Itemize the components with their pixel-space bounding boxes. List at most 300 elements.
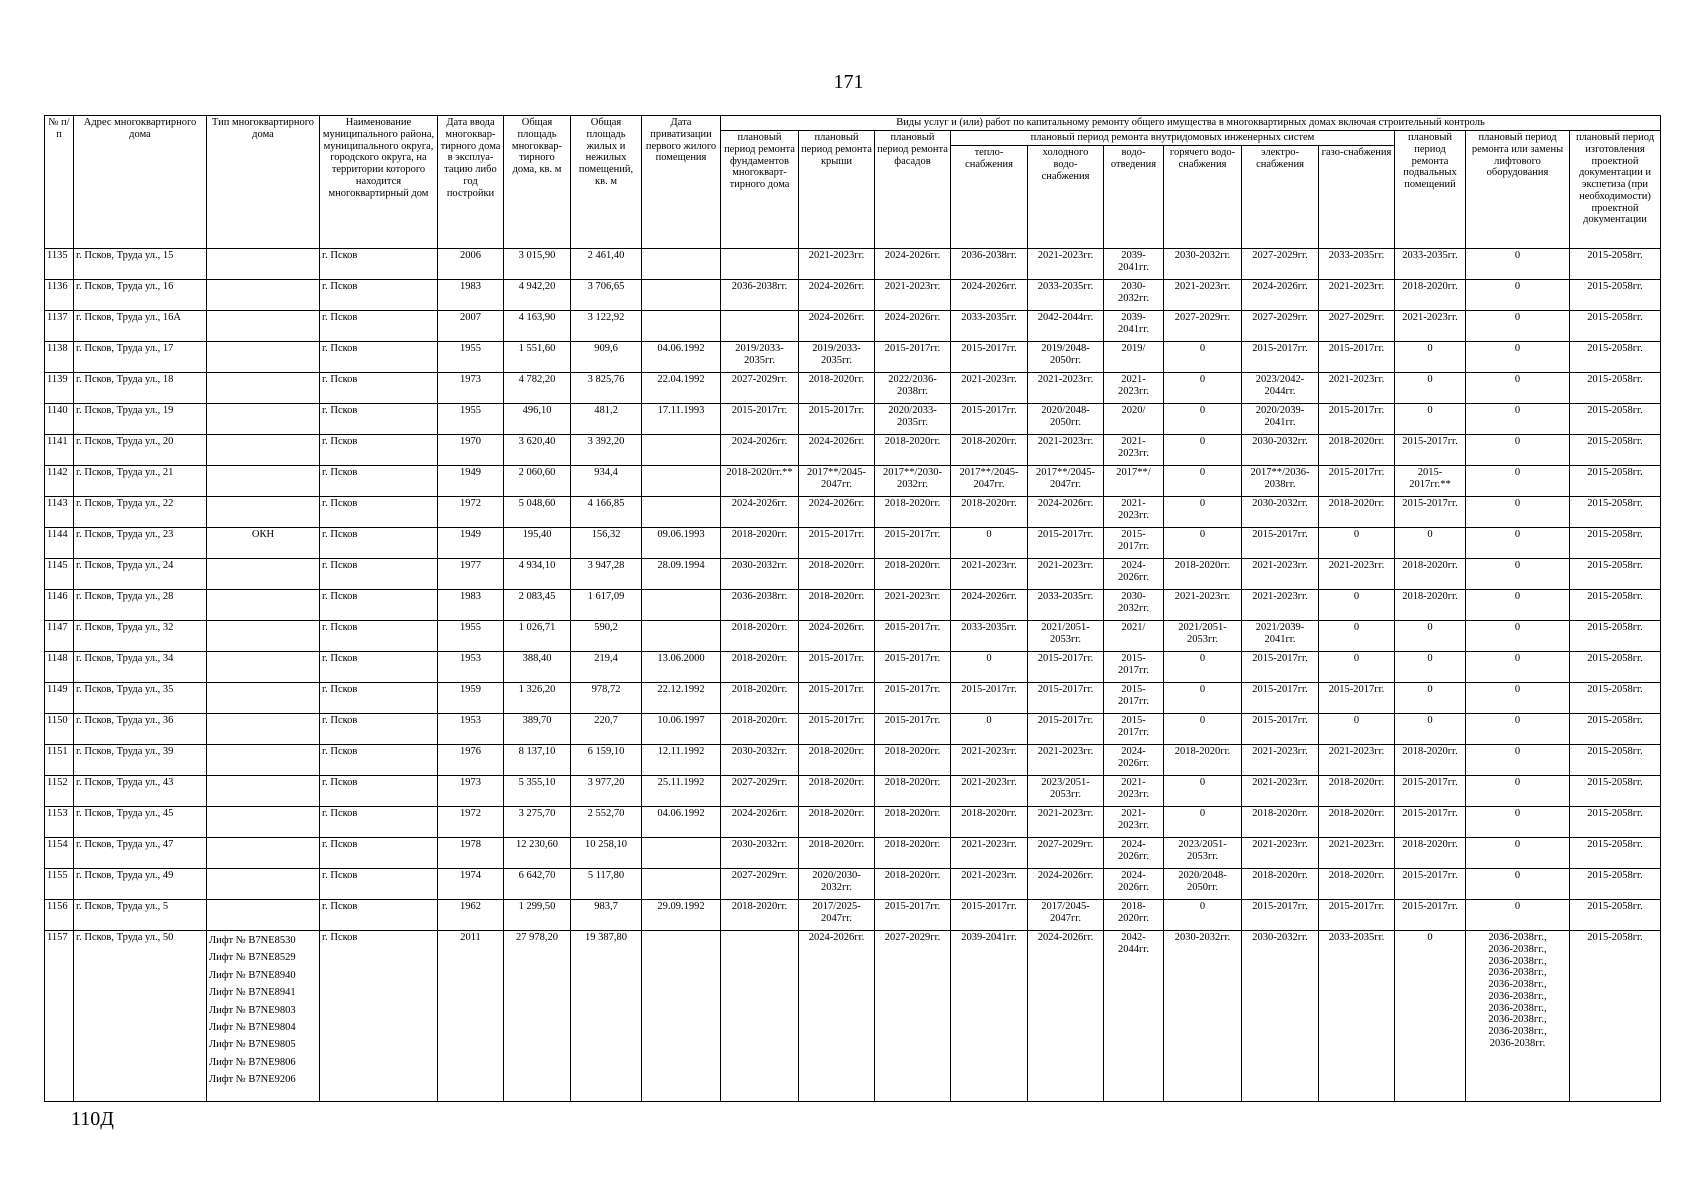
cell-foundation: 2018-2020гг. bbox=[721, 714, 799, 745]
header-total-area: Общая площадь многоквар-тирного дома, кв. м bbox=[504, 116, 571, 249]
row-premises-area: 19 387,80 bbox=[571, 931, 642, 1102]
cell-electric: 2017**/2036-2038гг. bbox=[1242, 466, 1319, 497]
cell-foundation: 2018-2020гг. bbox=[721, 621, 799, 652]
cell-heat: 0 bbox=[951, 714, 1028, 745]
cell-district: г. Псков bbox=[320, 869, 438, 900]
cell-gas: 2015-2017гг. bbox=[1319, 342, 1395, 373]
cell-electric: 2027-2029гг. bbox=[1242, 249, 1319, 280]
cell-total-area: 6 642,70 bbox=[504, 869, 571, 900]
cell-sewer: 2039-2041гг. bbox=[1104, 311, 1164, 342]
cell-gas: 0 bbox=[1319, 652, 1395, 683]
cell-district: г. Псков bbox=[320, 590, 438, 621]
cell-design: 2015-2058гг. bbox=[1570, 683, 1661, 714]
cell-privatization: 10.06.1997 bbox=[642, 714, 721, 745]
cell-hot-water: 2021-2023гг. bbox=[1164, 280, 1242, 311]
cell-address: г. Псков, Труда ул., 21 bbox=[74, 466, 207, 497]
cell-elevator: 0 bbox=[1466, 342, 1570, 373]
cell-address: г. Псков, Труда ул., 32 bbox=[74, 621, 207, 652]
cell-foundation: 2027-2029гг. bbox=[721, 373, 799, 404]
cell-sewer: 2015-2017гг. bbox=[1104, 714, 1164, 745]
cell-num: 1156 bbox=[45, 900, 74, 931]
cell-roof: 2024-2026гг. bbox=[799, 435, 875, 466]
header-premises-area: Общая площадь жилых и нежилых помещений, кв. м bbox=[571, 116, 642, 249]
cell-heat: 2021-2023гг. bbox=[951, 559, 1028, 590]
cell-elevator: 0 bbox=[1466, 807, 1570, 838]
cell-sewer: 2015-2017гг. bbox=[1104, 683, 1164, 714]
cell-elevator: 0 bbox=[1466, 714, 1570, 745]
cell-gas: 0 bbox=[1319, 621, 1395, 652]
cell-gas: 2015-2017гг. bbox=[1319, 466, 1395, 497]
cell-design: 2015-2058гг. bbox=[1570, 652, 1661, 683]
table-row bbox=[45, 249, 1661, 280]
cell-privatization: 25.11.1992 bbox=[642, 776, 721, 807]
cell-hot-water: 0 bbox=[1164, 497, 1242, 528]
cell-address: г. Псков, Труда ул., 22 bbox=[74, 497, 207, 528]
cell-year: 1949 bbox=[438, 528, 504, 559]
cell-num: 1135 bbox=[45, 249, 74, 280]
cell-sewer: 2030-2032гг. bbox=[1104, 280, 1164, 311]
cell-num: 1148 bbox=[45, 652, 74, 683]
header-district: Наименование муниципального района, муниципального округа, городского округа, на территории которого находится многоквартирный дом bbox=[320, 116, 438, 249]
cell-total-area: 195,40 bbox=[504, 528, 571, 559]
cell-elevator: 0 bbox=[1466, 652, 1570, 683]
cell-district: г. Псков bbox=[320, 342, 438, 373]
cell-premises-area: 2 552,70 bbox=[571, 807, 642, 838]
cell-hot-water: 2027-2029гг. bbox=[1164, 311, 1242, 342]
cell-design: 2015-2058гг. bbox=[1570, 745, 1661, 776]
cell-electric: 2027-2029гг. bbox=[1242, 311, 1319, 342]
cell-sewer: 2015-2017гг. bbox=[1104, 652, 1164, 683]
cell-elevator: 0 bbox=[1466, 776, 1570, 807]
cell-num: 1140 bbox=[45, 404, 74, 435]
cell-elevator: 0 bbox=[1466, 373, 1570, 404]
cell-premises-area: 4 166,85 bbox=[571, 497, 642, 528]
cell-electric: 2030-2032гг. bbox=[1242, 435, 1319, 466]
cell-district: г. Псков bbox=[320, 683, 438, 714]
cell-year: 1955 bbox=[438, 404, 504, 435]
cell-basement: 0 bbox=[1395, 342, 1466, 373]
table-row bbox=[45, 559, 1661, 590]
row-heat: 2039-2041гг. bbox=[951, 931, 1028, 1102]
cell-privatization: 28.09.1994 bbox=[642, 559, 721, 590]
header-basement: плановый период ремонта подвальных помещений bbox=[1395, 131, 1466, 249]
cell-heat: 2017**/2045-2047гг. bbox=[951, 466, 1028, 497]
cell-design: 2015-2058гг. bbox=[1570, 528, 1661, 559]
cell-total-area: 3 620,40 bbox=[504, 435, 571, 466]
cell-design: 2015-2058гг. bbox=[1570, 249, 1661, 280]
cell-year: 1973 bbox=[438, 776, 504, 807]
cell-electric: 2021-2023гг. bbox=[1242, 590, 1319, 621]
cell-total-area: 4 942,20 bbox=[504, 280, 571, 311]
capital-repair-table bbox=[44, 115, 1661, 1102]
cell-sewer: 2024-2026гг. bbox=[1104, 838, 1164, 869]
cell-gas: 2018-2020гг. bbox=[1319, 807, 1395, 838]
cell-cold-water: 2024-2026гг. bbox=[1028, 869, 1104, 900]
lift-item: Лифт № B7NE9804 bbox=[209, 1022, 296, 1034]
cell-hot-water: 0 bbox=[1164, 776, 1242, 807]
cell-facade: 2018-2020гг. bbox=[875, 807, 951, 838]
cell-gas: 2027-2029гг. bbox=[1319, 311, 1395, 342]
schedule-item: 2036-2038гг., bbox=[1488, 967, 1547, 979]
cell-foundation: 2019/2033-2035гг. bbox=[721, 342, 799, 373]
cell-heat: 2021-2023гг. bbox=[951, 745, 1028, 776]
cell-gas: 0 bbox=[1319, 528, 1395, 559]
header-services-group: Виды услуг и (или) работ по капитальному ремонту общего имущества в многоквартирных домах включая строительный контроль bbox=[721, 116, 1661, 131]
cell-address: г. Псков, Труда ул., 47 bbox=[74, 838, 207, 869]
cell-basement: 2018-2020гг. bbox=[1395, 280, 1466, 311]
cell-cold-water: 2021-2023гг. bbox=[1028, 559, 1104, 590]
cell-basement: 2015-2017гг. bbox=[1395, 497, 1466, 528]
row-facade: 2027-2029гг. bbox=[875, 931, 951, 1102]
cell-sewer: 2020/ bbox=[1104, 404, 1164, 435]
table-row bbox=[45, 869, 1661, 900]
cell-heat: 2015-2017гг. bbox=[951, 683, 1028, 714]
cell-electric: 2015-2017гг. bbox=[1242, 714, 1319, 745]
cell-cold-water: 2027-2029гг. bbox=[1028, 838, 1104, 869]
cell-premises-area: 220,7 bbox=[571, 714, 642, 745]
cell-roof: 2017/2025-2047гг. bbox=[799, 900, 875, 931]
cell-address: г. Псков, Труда ул., 39 bbox=[74, 745, 207, 776]
cell-electric: 2020/2039-2041гг. bbox=[1242, 404, 1319, 435]
cell-total-area: 8 137,10 bbox=[504, 745, 571, 776]
cell-roof: 2024-2026гг. bbox=[799, 497, 875, 528]
cell-roof: 2015-2017гг. bbox=[799, 714, 875, 745]
cell-heat: 2033-2035гг. bbox=[951, 621, 1028, 652]
cell-type bbox=[207, 776, 320, 807]
schedule-item: 2036-2038гг., bbox=[1488, 979, 1547, 990]
cell-roof: 2017**/2045-2047гг. bbox=[799, 466, 875, 497]
cell-foundation: 2030-2032гг. bbox=[721, 559, 799, 590]
cell-heat: 2036-2038гг. bbox=[951, 249, 1028, 280]
schedule-item: 2036-2038гг., bbox=[1488, 932, 1547, 943]
cell-gas: 2021-2023гг. bbox=[1319, 745, 1395, 776]
cell-privatization: 17.11.1993 bbox=[642, 404, 721, 435]
header-design-docs: плановый период изготовления проектной документации и экспетиза (при необходимости) проектной документации bbox=[1570, 131, 1661, 249]
cell-year: 1962 bbox=[438, 900, 504, 931]
cell-heat: 2018-2020гг. bbox=[951, 807, 1028, 838]
cell-foundation bbox=[721, 249, 799, 280]
cell-cold-water: 2021-2023гг. bbox=[1028, 745, 1104, 776]
cell-basement: 2015-2017гг. bbox=[1395, 869, 1466, 900]
cell-gas: 2021-2023гг. bbox=[1319, 373, 1395, 404]
cell-heat: 2021-2023гг. bbox=[951, 776, 1028, 807]
cell-district: г. Псков bbox=[320, 838, 438, 869]
cell-basement: 2015-2017гг. bbox=[1395, 900, 1466, 931]
cell-foundation: 2036-2038гг. bbox=[721, 590, 799, 621]
cell-privatization bbox=[642, 869, 721, 900]
cell-type bbox=[207, 249, 320, 280]
cell-electric: 2015-2017гг. bbox=[1242, 528, 1319, 559]
cell-type bbox=[207, 621, 320, 652]
cell-roof: 2015-2017гг. bbox=[799, 683, 875, 714]
cell-type bbox=[207, 559, 320, 590]
cell-num: 1138 bbox=[45, 342, 74, 373]
lift-item: Лифт № B7NE8530 bbox=[209, 935, 296, 946]
cell-hot-water: 0 bbox=[1164, 807, 1242, 838]
cell-privatization: 09.06.1993 bbox=[642, 528, 721, 559]
cell-privatization: 12.11.1992 bbox=[642, 745, 721, 776]
cell-heat: 2021-2023гг. bbox=[951, 373, 1028, 404]
cell-address: г. Псков, Труда ул., 45 bbox=[74, 807, 207, 838]
cell-type bbox=[207, 497, 320, 528]
cell-address: г. Псков, Труда ул., 35 bbox=[74, 683, 207, 714]
cell-design: 2015-2058гг. bbox=[1570, 807, 1661, 838]
cell-hot-water: 0 bbox=[1164, 900, 1242, 931]
cell-foundation: 2024-2026гг. bbox=[721, 807, 799, 838]
cell-basement: 2015-2017гг. bbox=[1395, 776, 1466, 807]
cell-facade: 2018-2020гг. bbox=[875, 745, 951, 776]
cell-facade: 2020/2033-2035гг. bbox=[875, 404, 951, 435]
schedule-item: 2036-2038гг., bbox=[1488, 1026, 1547, 1037]
cell-num: 1142 bbox=[45, 466, 74, 497]
cell-elevator: 0 bbox=[1466, 404, 1570, 435]
cell-cold-water: 2020/2048-2050гг. bbox=[1028, 404, 1104, 435]
row-foundation bbox=[721, 931, 799, 1102]
cell-electric: 2018-2020гг. bbox=[1242, 807, 1319, 838]
cell-district: г. Псков bbox=[320, 900, 438, 931]
cell-design: 2015-2058гг. bbox=[1570, 776, 1661, 807]
cell-district: г. Псков bbox=[320, 280, 438, 311]
schedule-item: 2036-2038гг., bbox=[1488, 943, 1547, 955]
cell-address: г. Псков, Труда ул., 16 bbox=[74, 280, 207, 311]
cell-year: 1955 bbox=[438, 342, 504, 373]
cell-roof: 2018-2020гг. bbox=[799, 745, 875, 776]
row-roof: 2024-2026гг. bbox=[799, 931, 875, 1102]
cell-year: 1959 bbox=[438, 683, 504, 714]
header-address: Адрес многоквартирного дома bbox=[74, 116, 207, 249]
cell-sewer: 2021-2023гг. bbox=[1104, 435, 1164, 466]
cell-district: г. Псков bbox=[320, 373, 438, 404]
cell-foundation: 2030-2032гг. bbox=[721, 745, 799, 776]
cell-basement: 0 bbox=[1395, 373, 1466, 404]
cell-hot-water: 2020/2048-2050гг. bbox=[1164, 869, 1242, 900]
cell-basement: 2018-2020гг. bbox=[1395, 838, 1466, 869]
row-electric: 2030-2032гг. bbox=[1242, 931, 1319, 1102]
header-foundation: плановый период ремонта фундаментов многокварт-тирного дома bbox=[721, 131, 799, 249]
cell-cold-water: 2015-2017гг. bbox=[1028, 683, 1104, 714]
header-facade: плановый период ремонта фасадов bbox=[875, 131, 951, 249]
cell-premises-area: 219,4 bbox=[571, 652, 642, 683]
cell-cold-water: 2015-2017гг. bbox=[1028, 528, 1104, 559]
cell-total-area: 5 355,10 bbox=[504, 776, 571, 807]
cell-district: г. Псков bbox=[320, 776, 438, 807]
cell-foundation: 2030-2032гг. bbox=[721, 838, 799, 869]
cell-privatization bbox=[642, 590, 721, 621]
cell-district: г. Псков bbox=[320, 497, 438, 528]
cell-num: 1137 bbox=[45, 311, 74, 342]
cell-hot-water: 0 bbox=[1164, 714, 1242, 745]
cell-total-area: 2 083,45 bbox=[504, 590, 571, 621]
header-electric: электро-снабжения bbox=[1242, 146, 1319, 249]
cell-type bbox=[207, 435, 320, 466]
cell-address: г. Псков, Труда ул., 36 bbox=[74, 714, 207, 745]
footer-code: 110Д bbox=[71, 1108, 114, 1130]
cell-year: 1953 bbox=[438, 652, 504, 683]
cell-num: 1149 bbox=[45, 683, 74, 714]
cell-facade: 2024-2026гг. bbox=[875, 249, 951, 280]
cell-num: 1143 bbox=[45, 497, 74, 528]
cell-type bbox=[207, 683, 320, 714]
cell-gas: 2021-2023гг. bbox=[1319, 280, 1395, 311]
cell-roof: 2015-2017гг. bbox=[799, 652, 875, 683]
cell-premises-area: 909,6 bbox=[571, 342, 642, 373]
cell-gas: 2033-2035гг. bbox=[1319, 249, 1395, 280]
cell-address: г. Псков, Труда ул., 43 bbox=[74, 776, 207, 807]
cell-address: г. Псков, Труда ул., 34 bbox=[74, 652, 207, 683]
cell-premises-area: 5 117,80 bbox=[571, 869, 642, 900]
cell-cold-water: 2021-2023гг. bbox=[1028, 435, 1104, 466]
cell-basement: 2018-2020гг. bbox=[1395, 559, 1466, 590]
cell-hot-water: 2018-2020гг. bbox=[1164, 745, 1242, 776]
lift-item: Лифт № B7NE9805 bbox=[209, 1039, 296, 1051]
cell-cold-water: 2021-2023гг. bbox=[1028, 807, 1104, 838]
elevator-schedule bbox=[1466, 931, 1570, 1102]
cell-hot-water: 0 bbox=[1164, 342, 1242, 373]
cell-gas: 2021-2023гг. bbox=[1319, 559, 1395, 590]
cell-type: ОКН bbox=[207, 528, 320, 559]
row-cold-water: 2024-2026гг. bbox=[1028, 931, 1104, 1102]
cell-cold-water: 2017**/2045-2047гг. bbox=[1028, 466, 1104, 497]
cell-premises-area: 481,2 bbox=[571, 404, 642, 435]
cell-type bbox=[207, 373, 320, 404]
cell-premises-area: 3 825,76 bbox=[571, 373, 642, 404]
cell-hot-water: 0 bbox=[1164, 466, 1242, 497]
cell-year: 2007 bbox=[438, 311, 504, 342]
cell-design: 2015-2058гг. bbox=[1570, 497, 1661, 528]
cell-cold-water: 2033-2035гг. bbox=[1028, 590, 1104, 621]
cell-foundation: 2036-2038гг. bbox=[721, 280, 799, 311]
table-row bbox=[45, 745, 1661, 776]
cell-design: 2015-2058гг. bbox=[1570, 559, 1661, 590]
cell-elevator: 0 bbox=[1466, 621, 1570, 652]
cell-type bbox=[207, 807, 320, 838]
cell-hot-water: 2021/2051-2053гг. bbox=[1164, 621, 1242, 652]
cell-premises-area: 3 947,28 bbox=[571, 559, 642, 590]
cell-premises-area: 3 392,20 bbox=[571, 435, 642, 466]
cell-cold-water: 2042-2044гг. bbox=[1028, 311, 1104, 342]
header-num: № п/п bbox=[45, 116, 74, 249]
cell-premises-area: 1 617,09 bbox=[571, 590, 642, 621]
cell-gas: 2018-2020гг. bbox=[1319, 869, 1395, 900]
cell-total-area: 388,40 bbox=[504, 652, 571, 683]
cell-sewer: 2019/ bbox=[1104, 342, 1164, 373]
cell-basement: 2015-2017гг. bbox=[1395, 807, 1466, 838]
cell-premises-area: 983,7 bbox=[571, 900, 642, 931]
cell-type bbox=[207, 838, 320, 869]
lift-item: Лифт № B7NE8940 bbox=[209, 969, 296, 981]
cell-premises-area: 2 461,40 bbox=[571, 249, 642, 280]
cell-elevator: 0 bbox=[1466, 466, 1570, 497]
header-privatization: Дата приватизации первого жилого помещения bbox=[642, 116, 721, 249]
header-heat: тепло-снабжения bbox=[951, 146, 1028, 249]
row-basement: 0 bbox=[1395, 931, 1466, 1102]
page-number: 171 bbox=[833, 71, 864, 93]
cell-privatization bbox=[642, 280, 721, 311]
cell-basement: 2018-2020гг. bbox=[1395, 745, 1466, 776]
cell-cold-water: 2015-2017гг. bbox=[1028, 652, 1104, 683]
cell-num: 1150 bbox=[45, 714, 74, 745]
cell-num: 1152 bbox=[45, 776, 74, 807]
cell-heat: 2018-2020гг. bbox=[951, 497, 1028, 528]
cell-roof: 2015-2017гг. bbox=[799, 404, 875, 435]
cell-year: 1983 bbox=[438, 280, 504, 311]
cell-sewer: 2021-2023гг. bbox=[1104, 807, 1164, 838]
cell-total-area: 1 026,71 bbox=[504, 621, 571, 652]
cell-roof: 2024-2026гг. bbox=[799, 621, 875, 652]
cell-basement: 0 bbox=[1395, 652, 1466, 683]
cell-foundation: 2018-2020гг. bbox=[721, 683, 799, 714]
cell-address: г. Псков, Труда ул., 49 bbox=[74, 869, 207, 900]
cell-type bbox=[207, 652, 320, 683]
cell-facade: 2015-2017гг. bbox=[875, 900, 951, 931]
cell-heat: 0 bbox=[951, 528, 1028, 559]
cell-district: г. Псков bbox=[320, 466, 438, 497]
cell-district: г. Псков bbox=[320, 311, 438, 342]
cell-type bbox=[207, 311, 320, 342]
cell-hot-water: 0 bbox=[1164, 404, 1242, 435]
cell-gas: 2015-2017гг. bbox=[1319, 404, 1395, 435]
cell-type bbox=[207, 714, 320, 745]
cell-year: 1977 bbox=[438, 559, 504, 590]
cell-cold-water: 2021-2023гг. bbox=[1028, 373, 1104, 404]
cell-total-area: 389,70 bbox=[504, 714, 571, 745]
cell-design: 2015-2058гг. bbox=[1570, 342, 1661, 373]
row-design: 2015-2058гг. bbox=[1570, 931, 1661, 1102]
table-row bbox=[45, 900, 1661, 931]
cell-facade: 2018-2020гг. bbox=[875, 559, 951, 590]
lift-list bbox=[207, 931, 320, 1102]
cell-roof: 2024-2026гг. bbox=[799, 280, 875, 311]
header-gas: газо-снабжения bbox=[1319, 146, 1395, 249]
cell-total-area: 12 230,60 bbox=[504, 838, 571, 869]
cell-heat: 2033-2035гг. bbox=[951, 311, 1028, 342]
cell-premises-area: 3 122,92 bbox=[571, 311, 642, 342]
cell-year: 1972 bbox=[438, 807, 504, 838]
cell-type bbox=[207, 869, 320, 900]
cell-year: 1973 bbox=[438, 373, 504, 404]
row-year: 2011 bbox=[438, 931, 504, 1102]
cell-basement: 0 bbox=[1395, 683, 1466, 714]
table-row bbox=[45, 280, 1661, 311]
cell-foundation bbox=[721, 311, 799, 342]
cell-privatization: 22.04.1992 bbox=[642, 373, 721, 404]
cell-type bbox=[207, 590, 320, 621]
cell-electric: 2021-2023гг. bbox=[1242, 776, 1319, 807]
cell-heat: 2021-2023гг. bbox=[951, 838, 1028, 869]
cell-elevator: 0 bbox=[1466, 435, 1570, 466]
cell-premises-area: 3 706,65 bbox=[571, 280, 642, 311]
cell-foundation: 2024-2026гг. bbox=[721, 497, 799, 528]
cell-total-area: 1 299,50 bbox=[504, 900, 571, 931]
cell-design: 2015-2058гг. bbox=[1570, 590, 1661, 621]
cell-design: 2015-2058гг. bbox=[1570, 621, 1661, 652]
cell-design: 2015-2058гг. bbox=[1570, 838, 1661, 869]
cell-gas: 2015-2017гг. bbox=[1319, 900, 1395, 931]
cell-elevator: 0 bbox=[1466, 528, 1570, 559]
cell-heat: 2015-2017гг. bbox=[951, 342, 1028, 373]
cell-address: г. Псков, Труда ул., 23 bbox=[74, 528, 207, 559]
cell-year: 1953 bbox=[438, 714, 504, 745]
cell-district: г. Псков bbox=[320, 714, 438, 745]
cell-type bbox=[207, 745, 320, 776]
cell-address: г. Псков, Труда ул., 24 bbox=[74, 559, 207, 590]
cell-design: 2015-2058гг. bbox=[1570, 435, 1661, 466]
cell-gas: 2018-2020гг. bbox=[1319, 435, 1395, 466]
cell-total-area: 5 048,60 bbox=[504, 497, 571, 528]
cell-district: г. Псков bbox=[320, 404, 438, 435]
cell-basement: 2015-2017гг.** bbox=[1395, 466, 1466, 497]
cell-elevator: 0 bbox=[1466, 838, 1570, 869]
